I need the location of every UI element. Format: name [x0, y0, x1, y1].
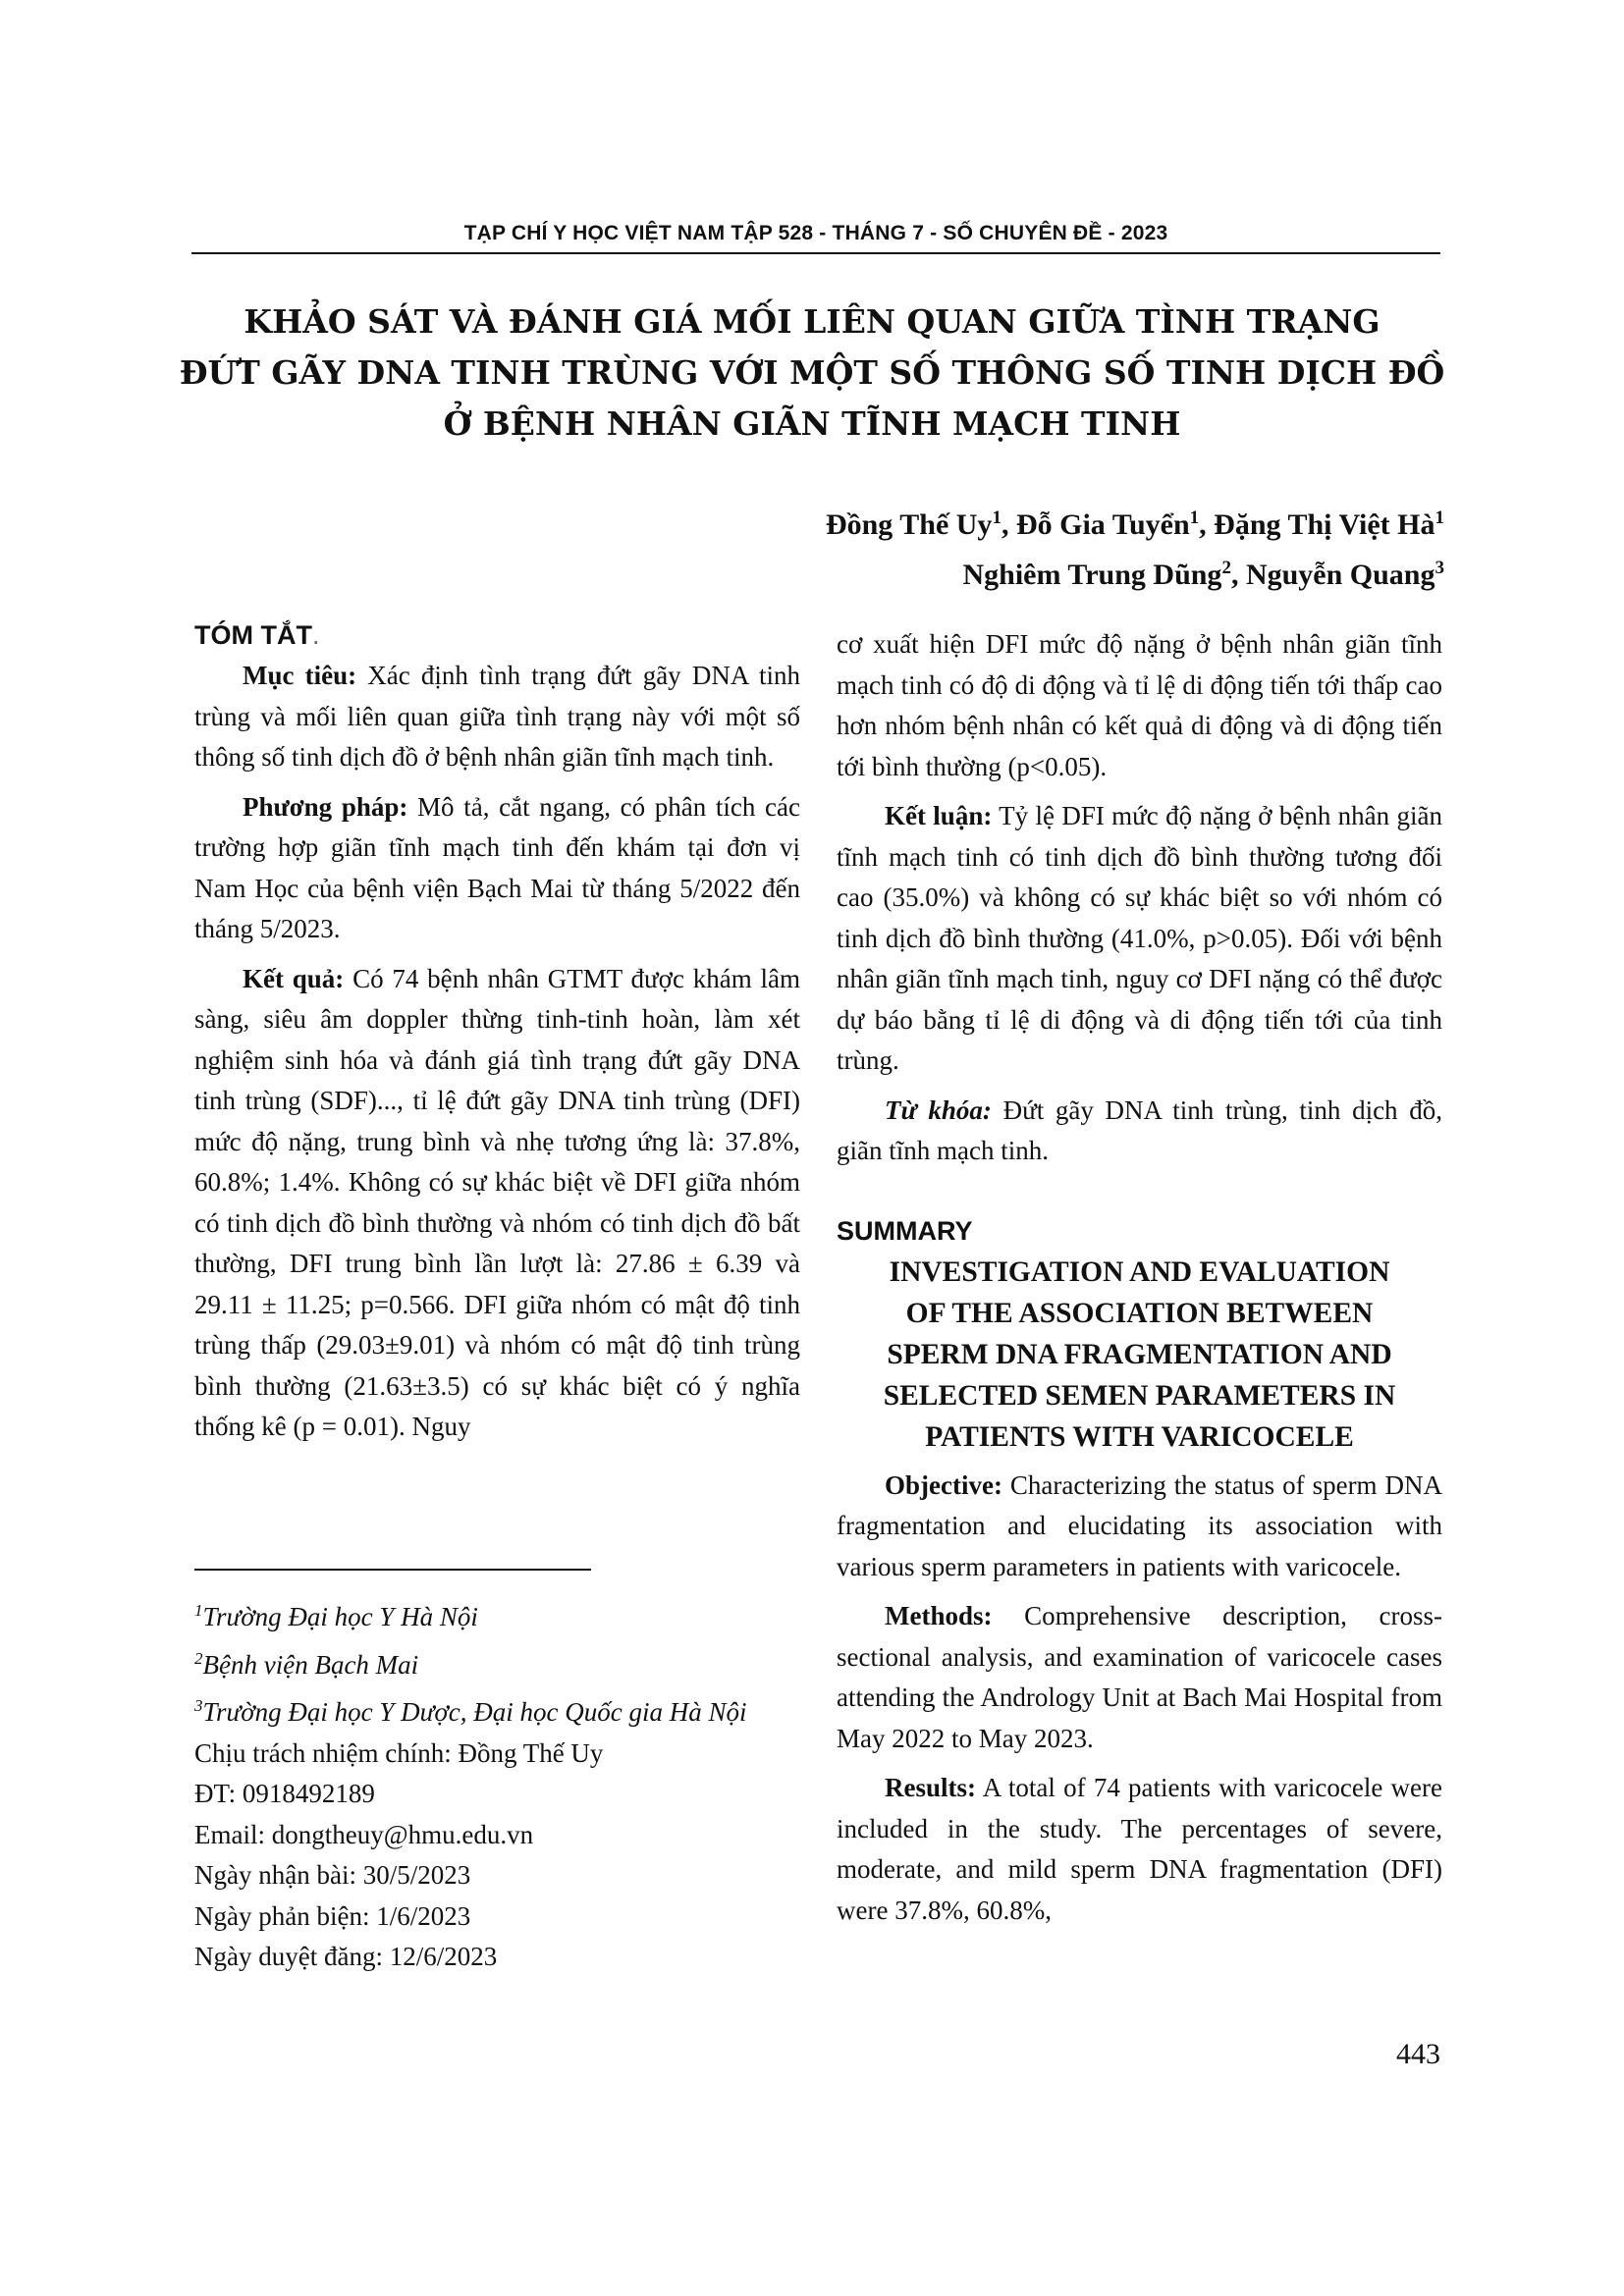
- author-line: [826, 497, 1444, 547]
- footnote-text: Trường Đại học Y Hà Nội: [202, 1602, 478, 1631]
- objective-paragraph: [194, 656, 800, 778]
- objective-en-paragraph: [837, 1466, 1442, 1588]
- left-column: [194, 615, 800, 1457]
- methods-en-paragraph: [837, 1596, 1442, 1759]
- affiliation-marker: 1: [992, 507, 1001, 528]
- author-list: [826, 497, 1444, 597]
- english-title-line: SPERM DNA FRAGMENTATION AND: [887, 1338, 1392, 1370]
- results-continued-paragraph: cơ xuất hiện DFI mức độ nặng ở bệnh nhân giãn tĩnh mạch tinh có độ di động và tỉ lệ di động tiến tới thấp cao hơn nhóm bệnh nhân có kết quả di động và di động tiến tới bình thường (p<0.05).: [837, 629, 1442, 781]
- paragraph-label: Kết luận:: [885, 801, 993, 830]
- footnote-rule: [194, 1569, 591, 1571]
- title-line: KHẢO SÁT VÀ ĐÁNH GIÁ MỐI LIÊN QUAN GIỮA TÌNH TRẠNG: [244, 302, 1380, 341]
- date-reviewed: Ngày phản biện: 1/6/2023: [194, 1900, 471, 1931]
- english-title-line: PATIENTS WITH VARICOCELE: [925, 1420, 1354, 1453]
- paragraph-label: Results:: [885, 1773, 976, 1802]
- affiliation-footnote: [194, 1638, 800, 1686]
- results-en-paragraph: [837, 1768, 1442, 1931]
- author-name: Đặng Thị Việt Hà: [1214, 508, 1435, 541]
- paragraph-label: Từ khóa:: [885, 1095, 992, 1125]
- paragraph-text: Comprehensive description, cross-sectional analysis, and examination of varicocele cases attending the Andrology Unit at Bach Mai Hospital from May 2022 to May 2023.: [837, 1601, 1442, 1753]
- corresponding-author: Chịu trách nhiệm chính: Đồng Thế Uy: [194, 1737, 604, 1768]
- title-line: Ở BỆNH NHÂN GIÃN TĨNH MẠCH TINH: [443, 404, 1181, 443]
- affiliation-marker: 1: [1435, 507, 1444, 528]
- section-heading-tomtat: [194, 615, 800, 656]
- paragraph-text: Đứt gãy DNA tinh trùng, tinh dịch đồ, giãn tĩnh mạch tinh.: [837, 1095, 1442, 1165]
- phone-number: ĐT: 0918492189: [194, 1779, 375, 1808]
- results-paragraph: [194, 959, 800, 1448]
- heading-text: TÓM TẮT: [194, 620, 312, 650]
- date-accepted: Ngày duyệt đăng: 12/6/2023: [194, 1942, 498, 1971]
- heading-dot: .: [311, 620, 320, 650]
- paragraph-text: Có 74 bệnh nhân GTMT được khám lâm sàng, siêu âm doppler thừng tinh-tinh hoàn, làm xét nghiệm sinh hóa và đánh giá tình trạng đứt gãy DNA tinh trùng (SDF)..., tỉ lệ đứt gãy DNA tinh trùng (DFI) mức độ nặng, trung bình và nhẹ tương ứng là: 37.8%, 60.8%; 1.4%. Không có sự khác biệt về DFI giữa nhóm có tinh dịch đồ bình thường và nhóm có tinh dịch đồ bất thường, DFI trung bình lần lượt là: 27.86 ± 6.39 và 29.11 ± 11.25; p=0.566. DFI giữa nhóm có mật độ tinh trùng thấp (29.03±9.01) và nhóm có mật độ tinh trùng bình thường (21.63±3.5) có sự khác biệt có ý nghĩa thống kê (p = 0.01). Nguy: [194, 963, 800, 1441]
- paragraph-label: Kết quả:: [243, 963, 345, 993]
- affiliation-marker: 3: [1435, 558, 1444, 578]
- running-header: TẠP CHÍ Y HỌC VIỆT NAM TẬP 528 - THÁNG 7 - SỐ CHUYÊN ĐỀ - 2023: [463, 222, 1168, 244]
- paragraph-text: Tỷ lệ DFI mức độ nặng ở bệnh nhân giãn tĩnh mạch tinh có tinh dịch đồ bình thường tương đối cao (35.0%) và không có sự khác biệt so với nhóm có tinh dịch đồ bình thường (41.0%, p>0.05). Đối với bệnh nhân giãn tĩnh mạch tinh, nguy cơ DFI nặng có thể được dự báo bằng tỉ lệ di động và di động tiến tới của tinh trùng.: [837, 801, 1442, 1075]
- title-line: ĐỨT GÃY DNA TINH TRÙNG VỚI MỘT SỐ THÔNG SỐ TINH DỊCH ĐỒ: [179, 353, 1445, 392]
- english-title-line: SELECTED SEMEN PARAMETERS IN: [883, 1379, 1396, 1412]
- author-name: Đồng Thế Uy: [825, 508, 993, 541]
- author-name: Nguyễn Quang: [1245, 559, 1435, 591]
- english-title-line: OF THE ASSOCIATION BETWEEN: [905, 1297, 1374, 1329]
- date-received: Ngày nhận bài: 30/5/2023: [194, 1860, 471, 1890]
- paragraph-label: Phương pháp:: [243, 791, 408, 822]
- separator: ,: [1001, 508, 1016, 541]
- affiliation-footnote: [194, 1590, 800, 1638]
- english-title-line: INVESTIGATION AND EVALUATION: [889, 1255, 1390, 1288]
- author-line: [826, 547, 1444, 597]
- paragraph-text: Xác định tình trạng đứt gãy DNA tinh trùng và mối liên quan giữa tình trạng này với một số thông số tinh dịch đồ ở bệnh nhân giãn tĩnh mạch tinh.: [194, 661, 801, 772]
- header-rule: [191, 252, 1440, 254]
- footnote-marker: 2: [194, 1648, 203, 1668]
- footnote-text: Trường Đại học Y Dược, Đại học Quốc gia Hà Nội: [202, 1697, 747, 1727]
- paragraph-label: Mục tiêu:: [243, 661, 357, 690]
- keywords-paragraph: [837, 1091, 1442, 1172]
- affiliation-marker: 2: [1221, 558, 1231, 578]
- methods-paragraph: [194, 787, 800, 950]
- paragraph-label: Methods:: [885, 1601, 993, 1630]
- right-column: [837, 624, 1442, 1940]
- affiliation-marker: 1: [1189, 507, 1200, 528]
- paragraph-label: Objective:: [885, 1469, 1002, 1500]
- affiliation-footnote: [194, 1685, 800, 1734]
- paragraph-text: A total of 74 patients with varicocele were included in the study. The percentages of severe, moderate, and mild sperm DNA fragmentation (DFI) were 37.8%, 60.8%,: [837, 1773, 1442, 1925]
- author-name: Đỗ Gia Tuyển: [1015, 508, 1190, 541]
- paragraph-text: Characterizing the status of sperm DNA fragmentation and elucidating its association with various sperm parameters in patients with varicocele.: [837, 1469, 1442, 1581]
- separator: ,: [1230, 559, 1246, 591]
- footnote-marker: 3: [194, 1696, 203, 1715]
- section-heading-summary: SUMMARY: [837, 1215, 973, 1246]
- conclusion-paragraph: [837, 796, 1442, 1082]
- footnote-marker: 1: [194, 1601, 203, 1620]
- footnote-text: Bệnh viện Bạch Mai: [202, 1649, 419, 1680]
- paragraph-text: Mô tả, cắt ngang, có phân tích các trường hợp giãn tĩnh mạch tinh đến khám tại đơn vị Nam Học của bệnh viện Bạch Mai từ tháng 5/2022 đến tháng 5/2023.: [194, 791, 801, 943]
- author-name: Nghiêm Trung Dũng: [962, 559, 1222, 591]
- separator: ,: [1199, 508, 1215, 541]
- article-title: [157, 296, 1467, 450]
- page-number: 443: [1396, 2038, 1440, 2070]
- email-address: Email: dongtheuy@hmu.edu.vn: [194, 1819, 534, 1849]
- english-title: [837, 1252, 1442, 1458]
- footnotes: [194, 1590, 800, 1978]
